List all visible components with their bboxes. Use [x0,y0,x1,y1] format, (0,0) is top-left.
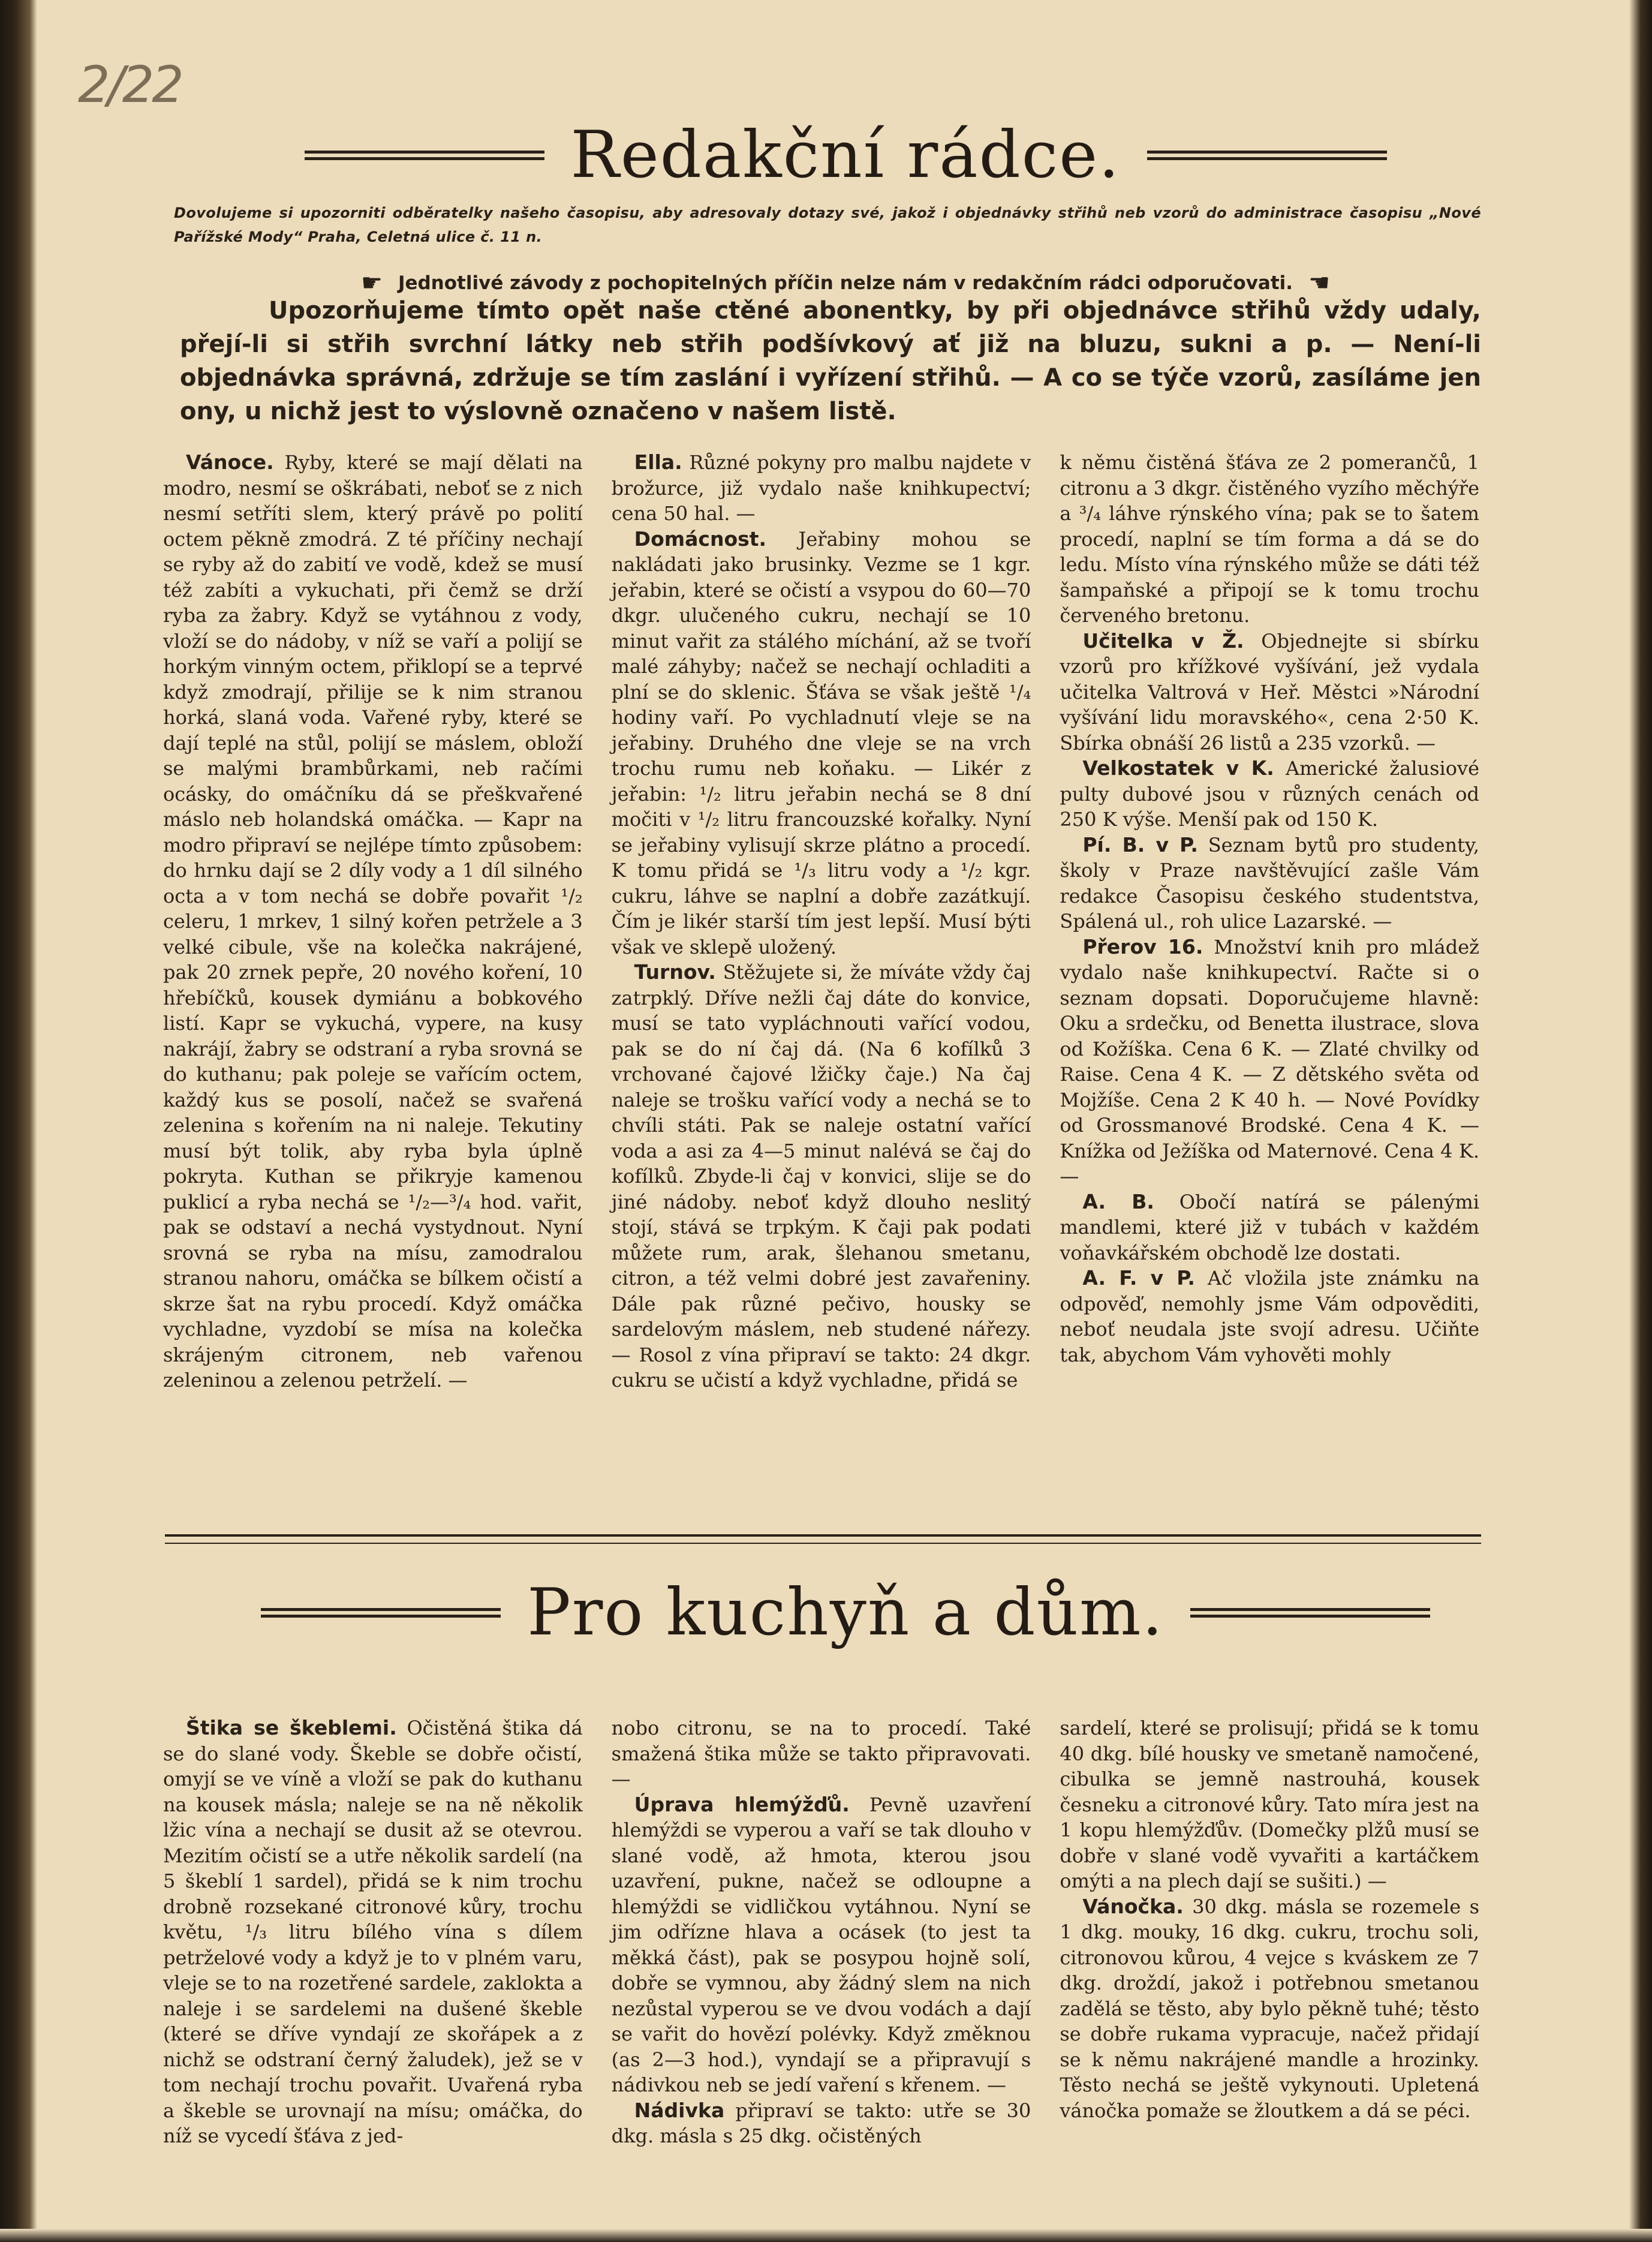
section1-title: Redakční rádce. [570,118,1121,193]
article-paragraph [612,450,1031,527]
rule-right [1147,151,1387,160]
notice-2-text: Jednotlivé závody z pochopitelných příčin nelze nám v redakčním rádci odporučovati. [398,272,1293,294]
section2-col1 [163,1715,583,2149]
rule-left [305,151,544,160]
section1-columns [163,450,1479,1393]
article-paragraph [612,527,1031,960]
article-keyword: Pí. B. v P. [1082,833,1198,856]
article-paragraph [612,1715,1031,1792]
article-text: Ač vložila jste známku na odpověď, nemohly jsme Vám odpověditi, neboť neudala jste svojí adresu. Učiňte tak, abychom Vám vyhověti mohly [1060,1267,1480,1366]
article-text: Jeřabiny mohou se nakládati jako brusinky. Vezme se 1 kgr. jeřabin, které se očistí a vsypou do 60—70 dkgr. ulučeného cukru, nechají se 10 minut vařit za stálého míchání, až se tvoří malé záhyby; načež se nechají ochladiti a plní se do sklenic. Šťáva se však ještě ¹/₄ hodiny vaří. Po vychladnutí vleje se na jeřabiny. Druhého dne vleje se na vrch trochu rumu neb koňaku. — Likér z jeřabin: ¹/₂ litru jeřabin nechá se 8 dní močiti v ¹/₂ litru francouzské kořalky. Nyní se jeřabiny vylisují skrze plátno a procedí. K tomu přidá se ¹/₃ litru vody a ¹/₂ kgr. cukru, láhve se naplní a dobře zazátkují. Čím je likér starší tím jest lepší. Musí býti však ve sklepě uložený. [611,527,1031,958]
article-paragraph [1060,1189,1479,1266]
article-keyword: Vánočka. [1082,1894,1184,1918]
section1-col3 [1060,450,1479,1393]
article-keyword: Velkostatek v K. [1082,756,1274,780]
page-mark: 2/22 [78,55,182,114]
article-text: k němu čistěná šťáva ze 2 pomerančů, 1 citronu a 3 dkgr. čistěného vyzího měchýře a ³/₄ láhve rýnského vína; pak se to šatem procedí, naplní se tím forma a dá se do ledu. Místo vína rýnského může se dáti též šampaňské a připojí se k tomu trochu červeného bretonu. [1060,451,1480,627]
article-text: Objednejte si sbírku vzorů pro křížkové vyšívání, jež vydala učitelka Valtrová v Heř. Městci »Národní vyšívání lidu moravského«, cena 2·50 K. Sbírka obnáší 26 listů a 235 vzorků. — [1060,629,1480,755]
article-paragraph [1060,934,1479,1189]
article-paragraph [612,960,1031,1393]
section2-columns [163,1715,1479,2149]
page-edge-right [1629,0,1652,2242]
article-keyword: Turnov. [634,960,716,984]
section1-col1 [163,450,583,1393]
article-paragraph [1060,1266,1479,1368]
article-text: sardelí, které se prolisují; přidá se k tomu 40 dkg. bílé housky ve smetaně namočené, cibulka se jemně nastrouhá, kousek česneku a citronové kůry. Tato míra jest na 1 kopu hlemýžďův. (Domečky plžů musí se dobře v slané vodě vyvařiti a kartáčkem omýti a na plech dají se sušiti.) — [1060,1717,1480,1892]
section-separator [165,1534,1481,1544]
article-keyword: Nádivka [634,2098,725,2122]
article-paragraph [163,1715,583,2149]
article-text: Americké žalusiové pulty dubové jsou v různých cenách od 250 K výše. Menší pak od 150 K. [1060,757,1480,831]
article-keyword: Ella. [634,450,682,474]
article-paragraph [1060,756,1479,833]
section2-col3 [1060,1715,1479,2149]
article-text: Různé pokyny pro malbu najdete v brožurce, již vydalo naše knihkupectví; cena 50 hal. — [611,451,1031,525]
article-text: 30 dkg. másla se rozemele s 1 dkg. mouky, 16 dkg. cukru, trochu soli, citronovou kůrou, 4 vejce s kváskem ze 7 dkg. droždí, jakož i potřebnou smetanou zadělá se těsto, aby bylo pěkně tuhé; těsto se dobře rukama vypracuje, načež přidají se k němu nakrájené mandle a hrozinky. Těsto nechá se ještě vykynouti. Upletená vánočka pomaže se žloutkem a dá se péci. [1060,1895,1480,2122]
article-paragraph [1060,1894,1479,2124]
article-text: Ryby, které se mají dělati na modro, nesmí se oškrábati, neboť se z nich nesmí setříti slem, který právě po polití octem pěkně zmodrá. Z té příčiny nechají se ryby až do zabití ve vodě, kdež se musí též zabíti a vykuchati, při čemž se drží ryba za žabry. Když se vytáhnou z vody, vloží se do nádoby, v níž se vaří a polijí se horkým vinným octem, přiklopí se a teprvé když zmodrají, přilije se k nim stranou horká, slaná voda. Vařené ryby, které se dají teplé na stůl, polijí se máslem, obloží se malými brambůrkami, neb račími ocásky, do omáčníku dá se přeškvařené máslo neb holandská omáčka. — Kapr na modro připraví se nejlépe tímto způsobem: do hrnku dají se 2 díly vody a 1 díl silného octa a v tom nechá se dobře povařit ¹/₂ celeru, 1 mrkev, 1 silný kořen petržele a 3 velké cibule, vše na kolečka nakrájené, pak 20 zrnek pepře, 20 nového koření, 10 hřebíčků, kousek dymiánu a bobkového listí. Kapr se vykuchá, vypere, na kusy nakrájí, žabry se odstraní a ryba srovná se do kuthanu; pak poleje se vařícím octem, každý kus se posolí, načež se svařená zelenina s kořením na ni naleje. Tekutiny musí být tolik, aby ryba byla úplně pokryta. Kuthan se přikryje kamenou puklicí a ryba nechá se ¹/₂—³/₄ hod. vařit, pak se odstaví a nechá vystydnout. Nyní srovná se ryba na mísu, zamodralou stranou nahoru, omáčka se bílkem očistí a skrze šat na rybu procedí. Když omáčka vychladne, vyzdobí se mísa na kolečka skrájeným citronem, neb vařenou zeleninou a zelenou petrželí. — [163,451,583,1392]
article-text: nobo citronu, se na to procedí. Také smažená štika může se takto připravovati. — [611,1717,1031,1790]
article-text: připraví se takto: utře se 30 dkg. másla s 25 dkg. očistěných [611,2099,1031,2147]
section2-heading [72,1577,1619,1649]
article-keyword: A. B. [1082,1189,1154,1213]
section1-col2 [612,450,1031,1393]
article-keyword: Domácnost. [634,527,767,551]
article-text: Očistěná štika dá se do slané vody. Škeble se dobře očistí, omyjí se ve víně a vloží se pak do kuthanu na kousek másla; naleje se na ně několik lžic vína a nechají se dusit až se otevrou. Mezitím očistí se a utře několik sardelí (na 5 škeblí 1 sardel), přidá se k nim trochu drobně rozsekané citronové kůry, trochu květu, ¹/₃ litru bílého vína s dílem petrželové vody a když je to v plném varu, vleje se to na rozetřené sardele, zaklokta a naleje i se sardelemi na dušené škeble (které se dříve vyndají ze skořápek a z nichž se odstraní černý žaludek), jež se v tom nechají trochu povařit. Uvařená ryba a škeble se urovnají na mísu; omáčka, do níž se vycedí šťáva z jed- [163,1717,583,2147]
notice-no-recommendations [216,271,1475,295]
page-edge-left [0,0,37,2242]
article-text: Pevně uzavření hlemýždi se vyperou a vaří se tak dlouho v slané vodě, až hmota, kterou jsou uzavření, pukne, načež se odloupne a hlemýždi se vidličkou vytáhnou. Nyní se jim odřízne hlava a ocásek (to jest ta měkká část), pak se posypou hojně solí, dobře se vymnou, aby žádný slem na nich nezůstal vyperou se ve dvou vodách a dají se vařit do hovězí polévky. Když změknou (as 2—3 hod.), vyndají se a připravují s nádivkou neb se jedí vaření s křenem. — [611,1793,1031,2096]
page-edge-bottom [0,2229,1652,2242]
article-keyword: Štika se škeblemi. [186,1716,397,1739]
article-keyword: Učitelka v Ž. [1082,629,1244,653]
article-text: Stěžujete si, že míváte vždy čaj zatrpklý. Dříve nežli čaj dáte do konvice, musí se tato vypláchnouti vařící vodou, pak se do ní čaj dá. (Na 6 kofílků 3 vrchované čajové lžičky čaje.) Na čaj naleje se trošku vařící vody a nechá se to chvíli státi. Pak se naleje ostatní vařící voda a asi za 4—5 minut nalévá se čaj do kofílků. Zbyde-li čaj v konvici, slije se do jiné nádoby. neboť když dlouho neslitý stojí, stává se trpkým. K čaji pak podati můžete rum, arak, šlehanou smetanu, citron, a též velmi dobré jest zavařeniny. Dále pak různé pečivo, housky se sardelovým máslem, neb studené nářezy. — Rosol z vína připraví se takto: 24 dkgr. cukru se učistí a když vychladne, přidá se [611,961,1031,1392]
article-paragraph [612,1792,1031,2098]
rule-right [1190,1608,1430,1618]
article-text: Obočí natírá se pálenými mandlemi, které již v tubách v každém voňavkářském obchodě lze dostati. [1060,1190,1480,1264]
article-keyword: Vánoce. [186,450,274,474]
article-paragraph [1060,1715,1479,1894]
hand-pointing-right-icon: ☛ [361,269,383,297]
section2-title: Pro kuchyň a dům. [527,1575,1164,1650]
section1-heading [72,120,1619,191]
article-paragraph [612,2098,1031,2149]
article-paragraph [1060,450,1479,629]
section2-col2 [612,1715,1031,2149]
article-paragraph [1060,833,1479,934]
article-keyword: Úprava hlemýžďů. [634,1792,850,1816]
article-paragraph [1060,629,1479,756]
article-paragraph [163,450,583,1393]
article-keyword: A. F. v P. [1082,1266,1195,1290]
notice-orders: Upozorňujeme tímto opět naše ctěné abonentky, by při objednávce střihů vždy udaly, přejí-li si střih svrchní látky neb střih podšívkový ať již na bluzu, sukni a p. — Není-li objednávka správná, zdržuje se tím zaslání i vyřízení střihů. — A co se týče vzorů, zasíláme jen ony, u nichž jest to výslovně označeno v našem listě. [180,297,1481,425]
article-keyword: Přerov 16. [1082,934,1203,958]
article-text: Seznam bytů pro studenty, školy v Praze navštěvující zašle Vám redakce Časopisu českého studentstva, Spálená ul., roh ulice Lazarské. — [1060,833,1480,933]
article-text: Množství knih pro mládež vydalo naše knihkupectví. Račte si o seznam dopsati. Doporučujeme hlavně: Oku a srdečku, od Benetta ilustrace, slova od Kožíška. Cena 6 K. — Zlaté chvilky od Raise. Cena 4 K. — Z dětského světa od Mojžíše. Cena 2 K 40 h. — Nové Povídky od Grossmanové Brodské. Cena 4 K. — Knížka od Ježíška od Maternové. Cena 4 K. — [1060,935,1480,1188]
hand-pointing-left-icon: ☚ [1308,269,1330,297]
rule-left [261,1608,501,1618]
notice-administration: Dovolujeme si upozorniti odběratelky našeho časopisu, aby adresovaly dotazy své, jakož i objednávky střihů neb vzorů do administrace časopisu „Nové Pařížské Mody“ Praha, Celetná ulice č. 11 n. [174,205,1481,245]
